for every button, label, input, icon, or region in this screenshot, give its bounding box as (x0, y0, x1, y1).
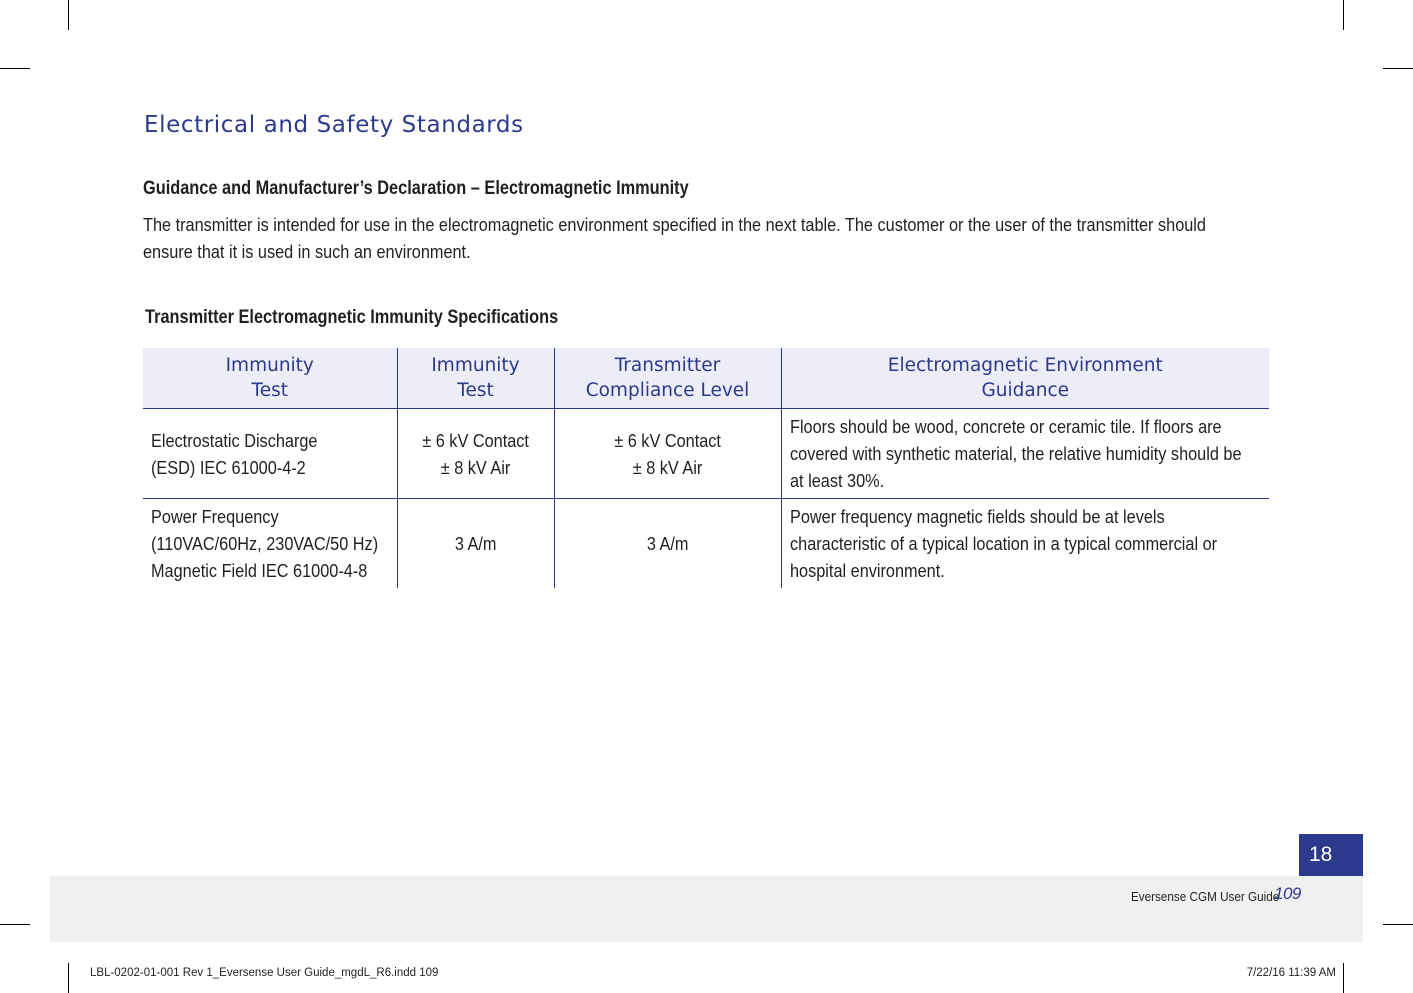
print-slug-file: LBL-0202-01-001 Rev 1_Eversense User Guide_mgdL_R6.indd 109 (90, 967, 439, 979)
section-title: Electrical and Safety Standards (144, 112, 524, 138)
cell-immunity-level: 3 A/m (397, 499, 554, 589)
chapter-tab (1299, 834, 1363, 876)
cell-guidance: Power frequency magnetic fields should be at levels characteristic of a typical location in a typical commercial or hospital environment. (781, 499, 1269, 589)
crop-mark (1383, 68, 1413, 69)
cell-test: Electrostatic Discharge (ESD) IEC 61000-4-2 (143, 409, 397, 499)
print-slug-timestamp: 7/22/16 11:39 AM (1246, 967, 1336, 979)
page-number: 109 (1274, 884, 1301, 903)
cell-immunity-level: ± 6 kV Contact ± 8 kV Air (397, 409, 554, 499)
crop-mark (1343, 0, 1344, 30)
subheading: Guidance and Manufacturer’s Declaration – Electromagnetic Immunity (143, 178, 689, 199)
crop-mark (1383, 924, 1413, 925)
crop-mark (68, 963, 69, 993)
cell-compliance-level: ± 6 kV Contact ± 8 kV Air (554, 409, 781, 499)
crop-mark (68, 0, 69, 30)
table-row (143, 409, 1269, 499)
footer-band (50, 876, 1363, 942)
intro-paragraph: The transmitter is intended for use in the electromagnetic environment specified in the next table. The customer or the user of the transmitter should ensure that it is used in such an environment. (143, 214, 1206, 262)
immunity-spec-table (143, 348, 1269, 588)
cell-guidance: Floors should be wood, concrete or ceramic tile. If floors are covered with synthetic material, the relative humidity should be at least 30%. (781, 409, 1269, 499)
crop-mark (1343, 963, 1344, 993)
header-immunity-test: Immunity Test (143, 348, 397, 409)
header-compliance-level: Transmitter Compliance Level (554, 348, 781, 409)
cell-compliance-level: 3 A/m (554, 499, 781, 589)
table-row (143, 499, 1269, 589)
crop-mark (0, 924, 30, 925)
footer-guide-name: Eversense CGM User Guide (1131, 889, 1280, 904)
chapter-number: 18 (1309, 843, 1333, 866)
cell-test: Power Frequency (110VAC/60Hz, 230VAC/50 Hz) Magnetic Field IEC 61000-4-8 (151, 506, 379, 581)
header-environment-guidance: Electromagnetic Environment Guidance (781, 348, 1269, 409)
table-header-row (143, 348, 1269, 409)
crop-mark (0, 68, 30, 69)
header-immunity-test-level: Immunity Test (397, 348, 554, 409)
table-title: Transmitter Electromagnetic Immunity Specifications (145, 307, 559, 328)
